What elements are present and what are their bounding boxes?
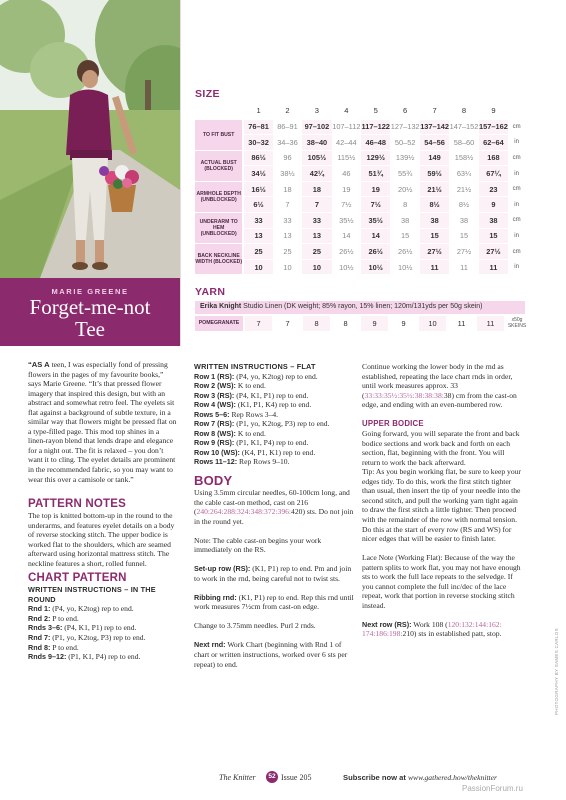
measurement-value: 25 [243,244,272,260]
measurement-value: 26½ [332,244,361,260]
measurement-value: 10 [302,259,331,275]
instruction-text: K to end. [235,428,266,438]
instruction-label: Row 3 (RS): [194,390,235,400]
next-round [194,640,354,669]
measurement-row [195,166,525,182]
flat-rows-list [194,372,354,467]
measurement-value: 19 [361,181,390,197]
yarn-quantity: 9 [390,316,417,331]
measurement-unit: in [508,228,525,244]
measurement-value: 14 [361,228,390,244]
issue-number: Issue 205 [281,773,312,782]
setup-row-text: (K1, P1) rep to end. Pm and join to work in the rnd, being careful not to twist sts. [194,564,352,583]
measurement-value: 15 [479,228,508,244]
yarn-quantity: 7 [274,316,301,331]
yarn-details: Studio Linen (DK weight; 85% rayon, 15% linen; 120m/131yds per 50g skein) [241,303,483,310]
instruction-line [194,410,354,420]
chart-round-subheading: WRITTEN INSTRUCTIONS – IN THE ROUND [28,585,156,604]
subscribe-link[interactable]: www.gathered.how/theknitter [407,773,497,782]
measurement-value: 149 [420,150,449,166]
measurement-value: 21½ [449,181,478,197]
measurement-value: 13 [243,228,272,244]
yarn-quantity: 9 [361,316,388,331]
upper-bodice-text: Going forward, you will separate the front and back bodice sections and work back and forth on each section, flat, beginning with the front. You will return to work the back afterward. [362,429,520,467]
measurement-value: 9 [479,197,508,213]
measurement-value: 34–36 [273,135,302,151]
instruction-line [194,457,354,467]
measurement-row [195,197,525,213]
yarn-description [195,301,525,314]
measurement-value: 86–91 [273,119,302,135]
measurement-value: 38 [479,213,508,229]
measurement-unit: in [508,166,525,182]
measurement-value: 38 [390,213,419,229]
title-panel [0,278,180,346]
size-number: 1 [243,103,272,119]
chart-pattern-heading: CHART PATTERN [28,572,127,585]
next-row-end: 210) sts in established patt, stop. [402,629,502,639]
yarn-unit: x50g SKEINS [507,317,527,329]
instruction-line [194,429,354,439]
measurement-value: 13 [273,228,302,244]
measurement-value: 33 [273,213,302,229]
measurement-value: 33 [302,213,331,229]
instruction-line [28,614,178,624]
instruction-text: P to end. [50,642,79,652]
instruction-text: (P1, K1, P4) rep to end. [234,438,309,448]
measurement-value: 7 [273,197,302,213]
measurement-value: 25 [273,244,302,260]
yarn-heading: YARN [195,286,226,298]
measurement-value: 137–142 [420,119,449,135]
measurement-value: 158½ [449,150,478,166]
size-number: 5 [361,103,390,119]
measurement-value: 11 [420,259,449,275]
measurement-unit: cm [508,181,525,197]
column-3 [362,362,522,639]
continue-sizes: 33:33:35½:35½:38:38:38: [364,390,444,400]
subscribe-text [343,773,497,782]
measurement-value: 21½ [420,181,449,197]
measurement-value: 63¼ [449,166,478,182]
measurement-value: 6½ [243,197,272,213]
intro-lead: “AS A [28,360,50,369]
measurement-value: 8½ [449,197,478,213]
instruction-label: Row 10 (WS): [194,447,240,457]
measurement-value: 18 [302,181,331,197]
measurement-unit: in [508,135,525,151]
author-name: MARIE GREENE [51,287,129,296]
instruction-text: (P1, K1, P4) rep to end. [66,652,141,662]
next-row-label: Next row (RS): [362,619,412,629]
measurement-value: 10½ [361,259,390,275]
measurement-value: 147–152 [449,119,478,135]
yarn-quantity: 8 [303,316,330,331]
measurement-label: ARMHOLE DEPTH (UNBLOCKED) [195,181,243,212]
size-number: 6 [390,103,419,119]
photo-credit: PHOTOGRAPHY BY SAMES CARLOS [554,628,559,715]
measurement-value: 55¾ [390,166,419,182]
instruction-label: Rnds 9–12: [28,652,67,662]
measurement-label: UNDERARM TO HEM (UNBLOCKED) [195,213,243,244]
size-header-blank [195,103,243,119]
measurement-label: TO FIT BUST [195,119,243,150]
instruction-line [194,391,354,401]
instruction-text: (P4, K1, P1) rep to end. [234,390,309,400]
measurement-value: 38 [420,213,449,229]
instruction-line [194,372,354,382]
measurement-value: 18 [273,181,302,197]
hero-photo [0,0,180,278]
measurement-row [195,181,525,197]
instruction-line [194,419,354,429]
measurement-value: 117–122 [361,119,390,135]
measurement-value: 26½ [361,244,390,260]
flat-instructions-heading: WRITTEN INSTRUCTIONS – FLAT [194,362,316,371]
next-row-sizes: 120:132:144:162: 174:186:198: [362,619,502,639]
pattern-title-line-2: Tee [74,317,105,341]
yarn-quantity: 8 [332,316,359,331]
measurement-value: 14 [332,228,361,244]
needle-change: Change to 3.75mm needles. Purl 2 rnds. [194,621,316,631]
instruction-text: K to end. [235,381,266,391]
measurement-value: 8½ [420,197,449,213]
measurement-value: 96 [273,150,302,166]
measurement-value: 46–48 [361,135,390,151]
measurement-value: 15 [449,228,478,244]
next-round-text: Work Chart (beginning with Rnd 1 of chart or written instructions, worked over 6 sts per repeat) to end. [194,640,348,669]
measurement-value: 10½ [390,259,419,275]
measurement-value: 15 [390,228,419,244]
measurement-value: 38–40 [302,135,331,151]
instruction-text: (P1, yo, K2tog, P3) rep to end. [50,633,146,643]
instruction-label: Row 2 (WS): [194,381,236,391]
instruction-line [28,643,178,653]
measurement-value: 26½ [390,244,419,260]
pattern-title: Forget-me-not [29,295,151,319]
yarn-quantity-row [195,316,525,331]
instruction-text: Rep Rows 3–4. [229,409,279,419]
measurement-unit: cm [508,119,525,135]
measurement-value: 10½ [332,259,361,275]
measurement-value: 38 [449,213,478,229]
size-header-row [195,103,525,119]
measurement-value: 127–132 [390,119,419,135]
body-cast-on-end: 420) sts. Do not join in the round yet. [194,507,354,526]
next-round-label: Next rnd: [194,640,226,650]
upper-bodice-heading: UPPER BODICE [362,419,424,429]
measurement-value: 50–52 [390,135,419,151]
measurement-value: 67¼ [479,166,508,182]
pattern-notes-heading: PATTERN NOTES [28,498,127,511]
measurement-row [195,213,525,229]
next-row-text: Work 108 ( [411,619,448,629]
continue-paragraph [362,362,522,410]
measurement-unit: in [508,259,525,275]
instruction-text: P to end. [50,613,79,623]
instruction-line [28,623,178,633]
measurement-value: 19 [332,181,361,197]
page-number: 52 [266,771,278,783]
instruction-text: (P4, yo, K2tog) rep to end. [50,604,134,614]
setup-row-label: Set-up row (RS): [194,564,251,574]
measurement-value: 23 [479,181,508,197]
rounds-list [28,604,178,661]
size-heading: SIZE [195,88,220,100]
measurement-value: 11 [449,259,478,275]
size-number: 9 [479,103,508,119]
column-1 [28,360,178,662]
measurement-value: 10 [243,259,272,275]
panel-divider [180,0,181,346]
measurement-value: 8 [390,197,419,213]
body-cast-on-sizes: 240:264:288:324:348:372:396: [196,507,292,517]
measurement-unit: in [508,197,525,213]
yarn-quantity: 11 [477,316,504,331]
measurement-value: 129½ [361,150,390,166]
yarn-brand: Erika Knight [200,303,242,310]
ribbing-round [194,593,354,612]
instruction-label: Rnds 3–6: [28,623,63,633]
measurement-value: 42¼ [302,166,331,182]
measurement-value: 58–60 [449,135,478,151]
intro-paragraph [28,360,178,484]
measurement-value: 46 [332,166,361,182]
measurement-value: 139½ [390,150,419,166]
instruction-label: Row 4 (WS): [194,400,236,410]
measurement-unit: cm [508,244,525,260]
size-number: 3 [302,103,331,119]
measurement-value: 13 [302,228,331,244]
subscribe-label: Subscribe now at [343,773,408,782]
measurement-row [195,135,525,151]
measurement-value: 7½ [332,197,361,213]
column-2 [194,362,354,669]
size-header-unit-blank [508,103,525,119]
instruction-label: Row 1 (RS): [194,371,235,381]
instruction-text: (P1, yo, K2tog, P3) rep to end. [234,419,330,429]
measurement-value: 76–81 [243,119,272,135]
instruction-line [194,381,354,391]
tip-text: Tip: As you begin working flat, be sure to keep your edges tidy. To do this, work the first stitch tighter than usual, then insert the tip of your needle into the second stitch, and pull the working yarn tight again to draw the first stitch a little tighter. Then proceed with the remainder of the row with normal tension. Do this at the start of every row (RS and WS) for nicer edges that will be easier to finish later. [362,467,521,544]
measurement-row [195,228,525,244]
body-cast-on [194,488,354,526]
instruction-label: Rows 11–12: [194,457,238,467]
measurement-value: 34½ [243,166,272,182]
measurement-row [195,150,525,166]
intro-text: teen, I was especially fond of pressing flowers in the pages of my favourite books,” says Marie Greene. “It’s that pressed flower imagery that inspired this design, but with an abstract and somewhat retro feel. The eyelets sit flat against a background of subtle texture, in a similar way that flowers might be pressed flat on a type-filled page. This mod top shines in a linen-rayon blend that lends drape and elegance for a night out. The fit is relaxed – you don’t want it to cling. The eyelet details are prominent in the recommended fabric, so you may want to wear this over a camisole or tank.” [28,360,177,484]
instruction-label: Row 9 (RS): [194,438,235,448]
ribbing-round-text: (K1, P1) rep to end. Rep this rnd until work measures 7½cm from cast-on edge. [194,592,354,612]
measurement-value: 27½ [449,244,478,260]
instruction-label: Rnd 8: [28,642,51,652]
measurement-value: 35½ [361,213,390,229]
measurement-value: 35½ [332,213,361,229]
measurement-value: 25 [302,244,331,260]
instruction-label: Row 7 (RS): [194,419,235,429]
ribbing-round-label: Ribbing rnd: [194,592,237,602]
measurement-value: 42–44 [332,135,361,151]
instruction-text: (P4, K1, P1) rep to end. [62,623,137,633]
instruction-line [194,448,354,458]
instruction-text: (K1, P1, K4) rep to end. [235,400,312,410]
measurement-unit: cm [508,213,525,229]
size-number: 2 [273,103,302,119]
yarn-quantity: 10 [419,316,446,331]
continue-text: Continue working the lower body in the rnd as established, repeating the lace chart rnds in order, until work measures approx. 33 ( [362,362,513,400]
size-number: 4 [332,103,361,119]
measurement-value: 33 [243,213,272,229]
measurement-value: 11 [479,259,508,275]
measurement-value: 115½ [332,150,361,166]
instruction-label: Rnd 7: [28,633,51,643]
measurement-value: 27½ [479,244,508,260]
measurement-value: 54–56 [420,135,449,151]
measurement-value: 86½ [243,150,272,166]
measurement-value: 16½ [243,181,272,197]
instruction-text: Rep Rows 9–10. [237,457,290,467]
measurement-value: 10 [273,259,302,275]
next-row [362,620,522,639]
instruction-label: Rnd 1: [28,604,51,614]
measurement-value: 30–32 [243,135,272,151]
instruction-line [194,438,354,448]
size-table [195,103,525,275]
measurement-value: 51¾ [361,166,390,182]
instruction-label: Row 8 (WS): [194,428,236,438]
instruction-label: Rows 5–6: [194,409,230,419]
size-number: 7 [420,103,449,119]
lace-note: Lace Note (Working Flat): Because of the way the pattern splits to work flat, you may not have enough sts to work the full lace repeats to the selvedge. If you cannot complete the full inc/dec of the lace repeat, work that portion in reverse stocking stitch instead. [362,553,521,610]
measurement-label: ACTUAL BUST (BLOCKED) [195,150,243,181]
body-cast-on-text: Using 3.5mm circular needles, 60-100cm long, and the cable cast-on method, cast on 216 ( [194,487,350,517]
watermark: PassionForum.ru [462,784,523,793]
measurement-value: 7½ [361,197,390,213]
instruction-line [194,400,354,410]
magazine-name: The Knitter [219,773,256,782]
instruction-label: Rnd 2: [28,613,51,623]
measurement-value: 7 [302,197,331,213]
measurement-label: BACK NECKLINE WIDTH (BLOCKED) [195,244,243,275]
instruction-text: (K4, P1, K1) rep to end. [239,447,316,457]
continue-end: 38) cm from the cast-on edge, and ending with an even-numbered row. [362,390,517,410]
setup-row [194,564,354,583]
measurement-value: 59½ [420,166,449,182]
measurement-value: 168 [479,150,508,166]
instruction-line [28,604,178,614]
measurement-row [195,119,525,135]
measurement-unit: cm [508,150,525,166]
measurement-value: 62–64 [479,135,508,151]
yarn-quantity: 7 [245,316,272,331]
body-note: Note: The cable cast-on begins your work immediately on the RS. [194,535,322,555]
yarn-quantity: 11 [448,316,475,331]
pattern-notes: The top is knitted bottom-up in the round to the underarms, and features eyelet details on a body of reverse stocking stitch. The upper bodice is worked flat to the shoulders, which are seamed afterward using horizontal mattress stitch. The neckline features a short, rolled funnel. [28,511,175,568]
measurement-row [195,259,525,275]
instruction-text: (P4, yo, K2tog) rep to end. [234,371,318,381]
measurement-value: 38½ [273,166,302,182]
measurement-value: 105½ [302,150,331,166]
yarn-colour: POMEGRANATE [195,316,243,331]
body-heading: BODY [194,472,233,488]
measurement-value: 97–102 [302,119,331,135]
size-number: 8 [449,103,478,119]
instruction-line [28,652,178,662]
measurement-value: 20½ [390,181,419,197]
measurement-row [195,244,525,260]
measurement-value: 107–112 [332,119,361,135]
measurement-value: 27½ [420,244,449,260]
instruction-line [28,633,178,643]
measurement-value: 15 [420,228,449,244]
measurement-value: 157–162 [479,119,508,135]
